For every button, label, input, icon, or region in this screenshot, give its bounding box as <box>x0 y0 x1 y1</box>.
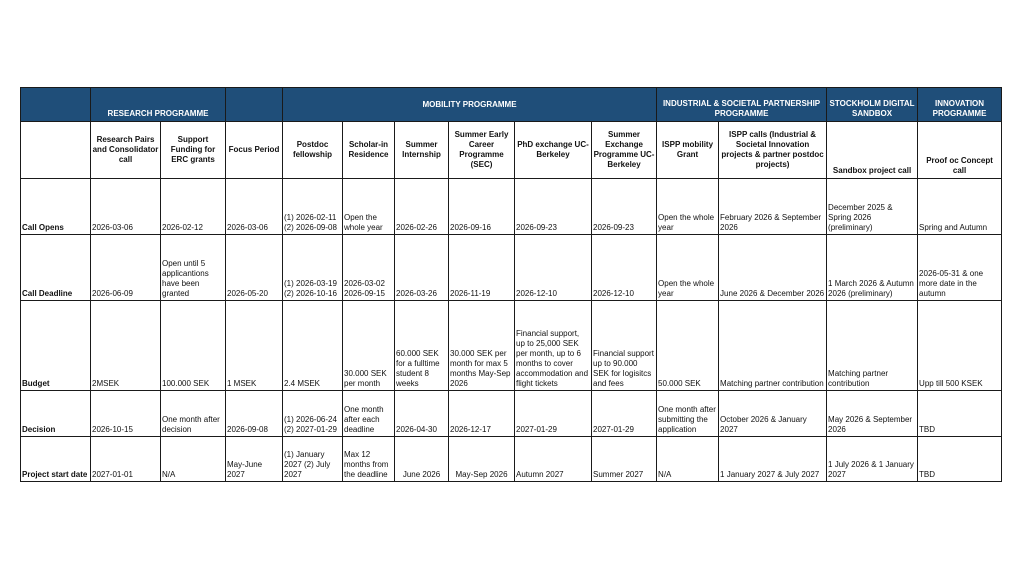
col-sec: Summer Early Career Programme (SEC) <box>449 122 515 179</box>
col-proof-of-concept: Proof oc Concept call <box>918 122 1002 179</box>
cell: 2026-03-06 <box>91 179 161 235</box>
cell: 2026-03-06 <box>226 179 283 235</box>
cell: Matching partner contribution <box>827 301 918 391</box>
row-label-decision: Decision <box>21 391 91 437</box>
cell: Open until 5 applicantions have been granted <box>161 235 226 301</box>
col-summer-internship: Summer Internship <box>395 122 449 179</box>
cell: 2026-12-17 <box>449 391 515 437</box>
cell: Open the whole year <box>657 179 719 235</box>
cell: 2026-03-02 2026-09-15 <box>343 235 395 301</box>
cell: 2026-11-19 <box>449 235 515 301</box>
programme-header-row <box>21 88 1002 122</box>
cell: One month after decision <box>161 391 226 437</box>
cell: 2026-09-08 <box>226 391 283 437</box>
cell: 1 January 2027 & July 2027 <box>719 437 827 482</box>
row-label-call-deadline: Call Deadline <box>21 235 91 301</box>
table-row <box>21 391 1002 437</box>
cell: N/A <box>161 437 226 482</box>
cell: June 2026 <box>395 437 449 482</box>
col-focus-period: Focus Period <box>226 122 283 179</box>
table-row <box>21 437 1002 482</box>
cell: 2026-04-30 <box>395 391 449 437</box>
cell: One month after each deadline <box>343 391 395 437</box>
call-type-header-row <box>21 122 1002 179</box>
cell: Matching partner contribution <box>719 301 827 391</box>
cell: 2.4 MSEK <box>283 301 343 391</box>
cell: 2026-06-09 <box>91 235 161 301</box>
cell: 2026-09-23 <box>592 179 657 235</box>
table-row <box>21 235 1002 301</box>
cell: 50.000 SEK <box>657 301 719 391</box>
table-row <box>21 179 1002 235</box>
col-postdoc: Postdoc fellowship <box>283 122 343 179</box>
group-digital-sandbox: STOCKHOLM DIGITAL SANDBOX <box>827 88 918 122</box>
cell: May 2026 & September 2026 <box>827 391 918 437</box>
table-row <box>21 301 1002 391</box>
col-phd-exchange: PhD exchange UC-Berkeley <box>515 122 592 179</box>
cell: 60.000 SEK for a fulltime student 8 weeks <box>395 301 449 391</box>
cell: 2026-05-31 & one more date in the autumn <box>918 235 1002 301</box>
cell: 2026-10-15 <box>91 391 161 437</box>
cell: (1) 2026-03-19 (2) 2026-10-16 <box>283 235 343 301</box>
cell: Summer 2027 <box>592 437 657 482</box>
group-isp: INDUSTRIAL & SOCIETAL PARTNERSHIP PROGRAMME <box>657 88 827 122</box>
col-ispp-mobility: ISPP mobility Grant <box>657 122 719 179</box>
cell: 2027-01-29 <box>515 391 592 437</box>
cell: 2027-01-29 <box>592 391 657 437</box>
corner-cell <box>21 88 91 122</box>
col-ispp-calls: ISPP calls (Industrial & Societal Innovation projects & partner postdoc projects) <box>719 122 827 179</box>
cell: Autumn 2027 <box>515 437 592 482</box>
cell: 100.000 SEK <box>161 301 226 391</box>
cell: 2026-02-26 <box>395 179 449 235</box>
cell: TBD <box>918 391 1002 437</box>
cell: Financial support, up to 25,000 SEK per month, up to 6 months to cover accommodation and flight tickets <box>515 301 592 391</box>
cell: One month after submitting the application <box>657 391 719 437</box>
cell: June 2026 & December 2026 <box>719 235 827 301</box>
cell: 2026-09-23 <box>515 179 592 235</box>
cell: 2026-02-12 <box>161 179 226 235</box>
cell: (1) 2026-06-24 (2) 2027-01-29 <box>283 391 343 437</box>
cell: TBD <box>918 437 1002 482</box>
cell: 30.000 SEK per month for max 5 months May-Sep 2026 <box>449 301 515 391</box>
row-label-header <box>21 122 91 179</box>
cell: Max 12 months from the deadline <box>343 437 395 482</box>
cell: Financial support up to 90.000 SEK for logisitcs and fees <box>592 301 657 391</box>
cell: 2MSEK <box>91 301 161 391</box>
col-research-pairs: Research Pairs and Consolidator call <box>91 122 161 179</box>
group-mobility: MOBILITY PROGRAMME <box>283 88 657 122</box>
col-erc-support: Support Funding for ERC grants <box>161 122 226 179</box>
cell: Open the whole year <box>343 179 395 235</box>
cell: October 2026 & January 2027 <box>719 391 827 437</box>
group-research-blank <box>226 88 283 122</box>
cell: 2026-03-26 <box>395 235 449 301</box>
cell: N/A <box>657 437 719 482</box>
group-research: RESEARCH PROGRAMME <box>91 88 226 122</box>
cell: Upp till 500 KSEK <box>918 301 1002 391</box>
group-innovation: INNOVATION PROGRAMME <box>918 88 1002 122</box>
cell: 1 July 2026 & 1 January 2027 <box>827 437 918 482</box>
cell: 1 MSEK <box>226 301 283 391</box>
cell: December 2025 & Spring 2026 (preliminary) <box>827 179 918 235</box>
cell: 2026-05-20 <box>226 235 283 301</box>
cell: 1 March 2026 & Autumn 2026 (preliminary) <box>827 235 918 301</box>
row-label-budget: Budget <box>21 301 91 391</box>
cell: May-Sep 2026 <box>449 437 515 482</box>
programme-calls-table <box>20 87 1002 482</box>
col-sandbox: Sandbox project call <box>827 122 918 179</box>
col-summer-exchange: Summer Exchange Programme UC-Berkeley <box>592 122 657 179</box>
cell: (1) 2026-02-11 (2) 2026-09-08 <box>283 179 343 235</box>
cell: Open the whole year <box>657 235 719 301</box>
cell: 2026-12-10 <box>515 235 592 301</box>
cell: February 2026 & September 2026 <box>719 179 827 235</box>
cell: Spring and Autumn <box>918 179 1002 235</box>
row-label-project-start: Project start date <box>21 437 91 482</box>
cell: (1) January 2027 (2) July 2027 <box>283 437 343 482</box>
cell: 2026-09-16 <box>449 179 515 235</box>
cell: 30.000 SEK per month <box>343 301 395 391</box>
cell: May-June 2027 <box>226 437 283 482</box>
col-scholar: Scholar-in Residence <box>343 122 395 179</box>
row-label-call-opens: Call Opens <box>21 179 91 235</box>
cell: 2026-12-10 <box>592 235 657 301</box>
cell: 2027-01-01 <box>91 437 161 482</box>
